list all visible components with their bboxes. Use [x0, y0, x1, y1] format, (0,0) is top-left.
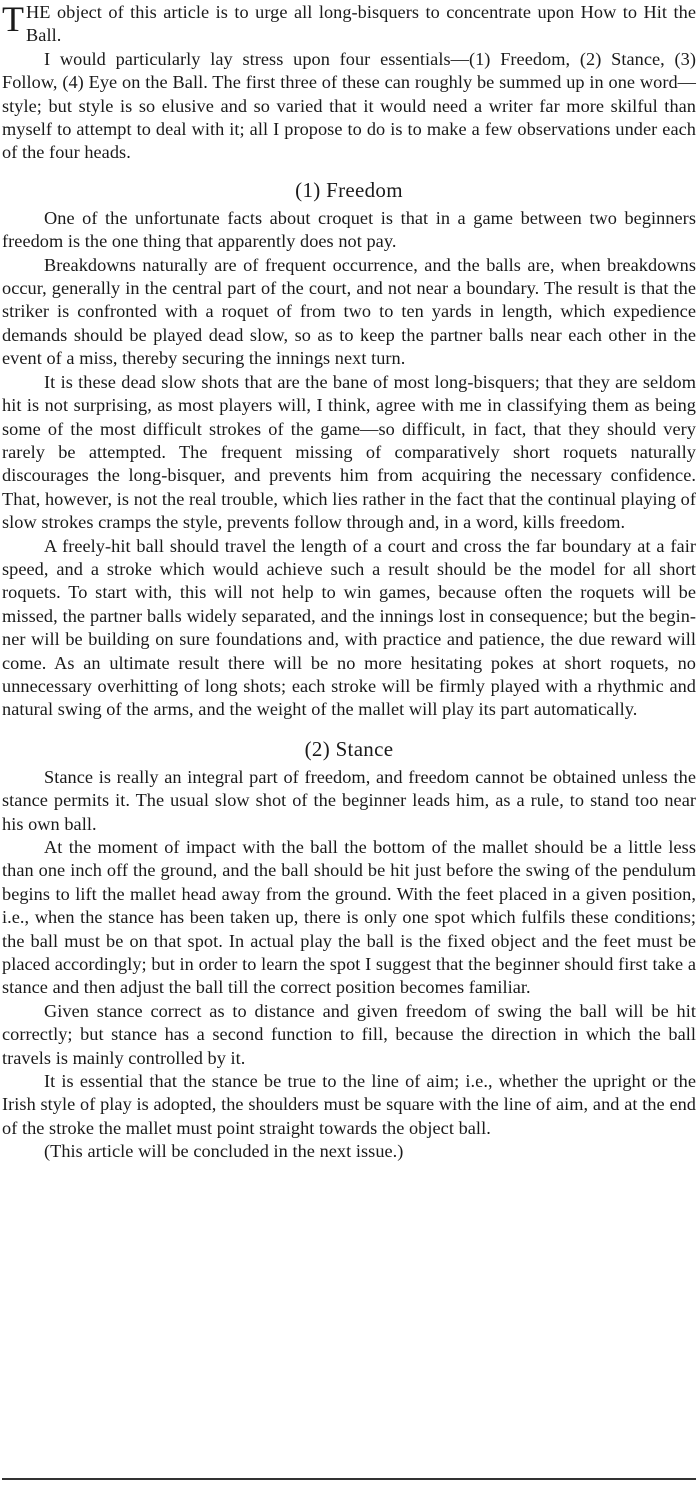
footer-rule: [2, 1478, 696, 1480]
freedom-paragraph-1: One of the unfortunate facts about croquet is that in a game between two beginners freedom is the one thing that apparently does not pay.: [2, 207, 696, 252]
stance-paragraph-1: Stance is really an integral part of freedom, and freedom cannot be obtained unless the stance permits it. The usual slow shot of the beginner leads him, as a rule, to stand too near his own ball.: [2, 766, 696, 834]
stance-paragraph-3: Given stance correct as to distance and given freedom of swing the ball will be hit correctly; but stance has a second function to fill, because the direction in which the ball travels is mainly controlled by it.: [2, 1000, 696, 1068]
drop-cap: T: [2, 0, 25, 39]
intro-text: HE object of this article is to urge all long-bisquers to concentrate upon How to Hit the Ball.: [26, 2, 696, 46]
stance-paragraph-4: It is essential that the stance be true to the line of aim; i.e., whether the upright or the Irish style of play is adopted, the shoulders must be square with the line of aim, and at the end of the stroke the mallet must point straight towards the object ball.: [2, 1071, 696, 1138]
article-body: [2, 0, 696, 1164]
freedom-paragraph-4: A freely-hit ball should travel the length of a court and cross the far boundary at a fair speed, and a stroke which would achieve such a result should be the model for all short roquets. To start with, this will not help to win games, because often the roquets will be missed, the partner balls widely separated, and the innings lost in consequence; but the beginner will be building on sure foundations and, with practice and patience, the due reward will come. As an ultimate result there will be no more hesitating pokes at short roquets, no unnecessary overhitting of long shots; each stroke will be firmly played with a rhythmic and natural swing of the arms, and the weight of the mallet will play its part automatically.: [2, 535, 696, 720]
section-heading-stance: (2) Stance: [304, 736, 394, 761]
freedom-paragraph-3: It is these dead slow shots that are the bane of most long-bisquers; that they are seldom hit is not surprising, as most players will, I think, agree with me in classifying them as being some of the most difficult strokes of the game—so difficult, in fact, that they should very rarely be attempted. The frequent missing of comparatively short roquets naturally discourages the long-bisquer, and prevents him from acquiring the necessary confidence. That, however, is not the real trouble, which lies rather in the fact that the continual playing of slow strokes cramps the style, prevents follow through and, in a word, kills freedom.: [2, 371, 696, 533]
freedom-paragraph-2: Breakdowns naturally are of frequent occurrence, and the balls are, when breakdowns occur, generally in the central part of the court, and not near a boundary. The result is that the striker is confronted with a roquet of from two to ten yards in length, which expedience demands should be played dead slow, so as to keep the partner balls near each other in the event of a miss, thereby securing the innings next turn.: [2, 254, 696, 369]
closing-note: (This article will be concluded in the next issue.): [44, 1141, 404, 1162]
intro-paragraph: [2, 0, 696, 48]
stance-paragraph-2: At the moment of impact with the ball the bottom of the mallet should be a little less than one inch off the ground, and the ball should be hit just before the swing of the pendulum begins to lift the mallet head away from the ground. With the feet placed in a given position, i.e., when the stance has been taken up, there is only one spot which fulfils these conditions; the ball must be on that spot. In actual play the ball is the fixed object and the feet must be placed accordingly; but in order to learn the spot I suggest that the beginner should first take a stance and then adjust the ball till the correct position becomes familiar.: [2, 837, 696, 998]
section-heading-freedom: (1) Freedom: [295, 177, 403, 202]
intro-paragraph-2: I would particularly lay stress upon four essentials—(1) Freedom, (2) Stance, (3) Follow, (4) Eye on the Ball. The first three of these can roughly be summed up in one word—style; but style is so elusive and so varied that it would need a writer far more skilful than myself to attempt to deal with it; all I propose to do is to make a few observations under each of the four heads.: [2, 48, 696, 163]
